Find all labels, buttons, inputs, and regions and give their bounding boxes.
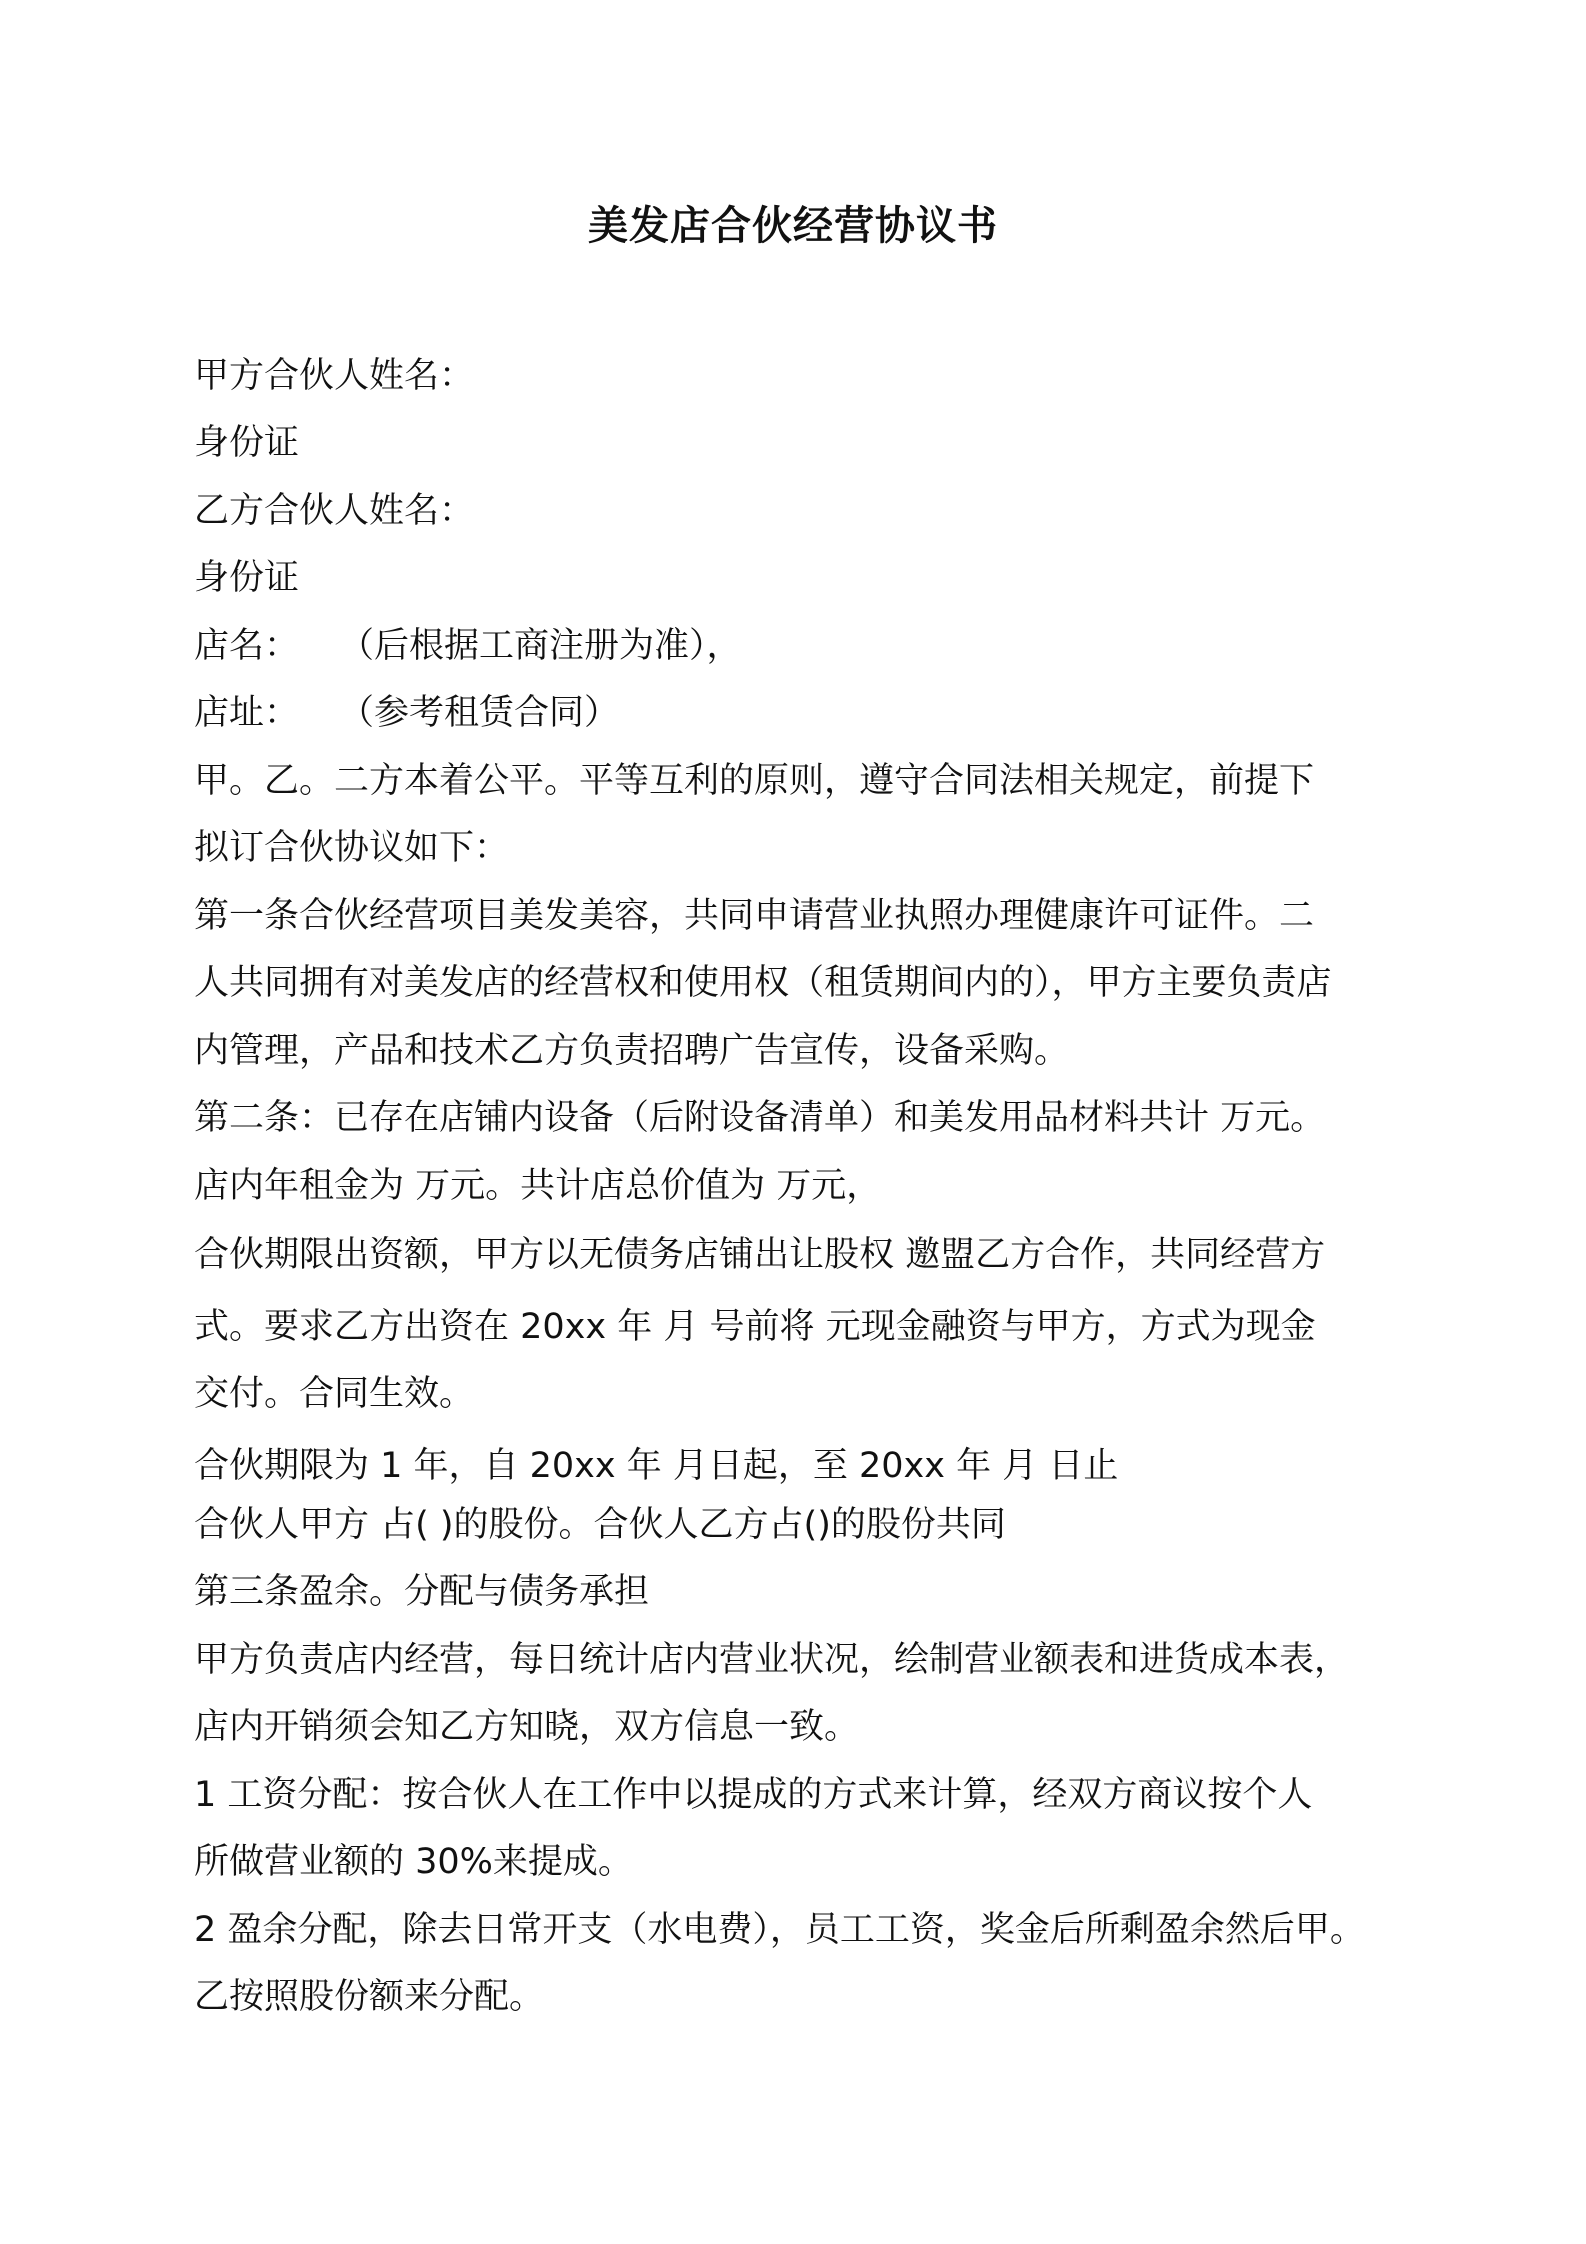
surplus-clause-line: 2 盈余分配，除去日常开支（水电费），员工工资，奖金后所剩盈余然后甲。 bbox=[194, 1910, 1365, 1950]
shop-name-line bbox=[194, 621, 1424, 671]
party-b-id-label: 身份证 bbox=[194, 558, 300, 598]
shop-address-label: 店址： bbox=[194, 693, 300, 733]
article-3-line: 甲方负责店内经营，每日统计店内营业状况，绘制营业额表和进货成本表， bbox=[194, 1640, 1350, 1680]
party-a-name-label: 甲方合伙人姓名： bbox=[194, 356, 475, 396]
surplus-clause-line: 乙按照股份额来分配。 bbox=[194, 1977, 545, 2017]
article-2-line: 式。要求乙方出资在 20xx 年 月 号前将 元现金融资与甲方，方式为现金 bbox=[194, 1307, 1316, 1347]
shares-line: 合伙人甲方 占( )的股份。合伙人乙方占()的股份共同 bbox=[194, 1505, 1006, 1545]
article-1-line: 人共同拥有对美发店的经营权和使用权（租赁期间内的），甲方主要负责店 bbox=[194, 963, 1332, 1003]
salary-clause-line: 1 工资分配：按合伙人在工作中以提成的方式来计算，经双方商议按个人 bbox=[194, 1775, 1313, 1815]
body-line: 拟订合伙协议如下： bbox=[194, 828, 510, 868]
body-line: 甲。乙。二方本着公平。平等互利的原则，遵守合同法相关规定，前提下 bbox=[194, 761, 1315, 801]
party-a-id-label: 身份证 bbox=[194, 423, 300, 463]
article-2-line: 合伙期限出资额，甲方以无债务店铺出让股权 邀盟乙方合作，共同经营方 bbox=[194, 1235, 1326, 1275]
shop-address-line bbox=[194, 688, 1424, 738]
article-3-line: 店内开销须会知乙方知晓，双方信息一致。 bbox=[194, 1707, 860, 1747]
document-title: 美发店合伙经营协议书 bbox=[588, 203, 998, 249]
shop-address-value: （参考租赁合同） bbox=[339, 693, 620, 733]
shop-name-value: （后根据工商注册为准）， bbox=[339, 626, 742, 666]
article-2-line: 第二条：已存在店铺内设备（后附设备清单）和美发用品材料共计 万元。 bbox=[194, 1098, 1326, 1138]
article-3-heading: 第三条盈余。分配与债务承担 bbox=[194, 1572, 650, 1612]
article-1-line: 第一条合伙经营项目美发美容，共同申请营业执照办理健康许可证件。二 bbox=[194, 896, 1315, 936]
article-2-line: 交付。合同生效。 bbox=[194, 1374, 475, 1414]
article-1-line: 内管理，产品和技术乙方负责招聘广告宣传，设备采购。 bbox=[194, 1031, 1070, 1071]
party-b-name-label: 乙方合伙人姓名： bbox=[194, 491, 475, 531]
shop-name-label: 店名： bbox=[194, 626, 300, 666]
term-line: 合伙期限为 1 年，自 20xx 年 月日起，至 20xx 年 月 日止 bbox=[194, 1446, 1119, 1486]
article-2-line: 店内年租金为 万元。共计店总价值为 万元， bbox=[194, 1166, 882, 1206]
salary-clause-line: 所做营业额的 30%来提成。 bbox=[194, 1842, 633, 1882]
